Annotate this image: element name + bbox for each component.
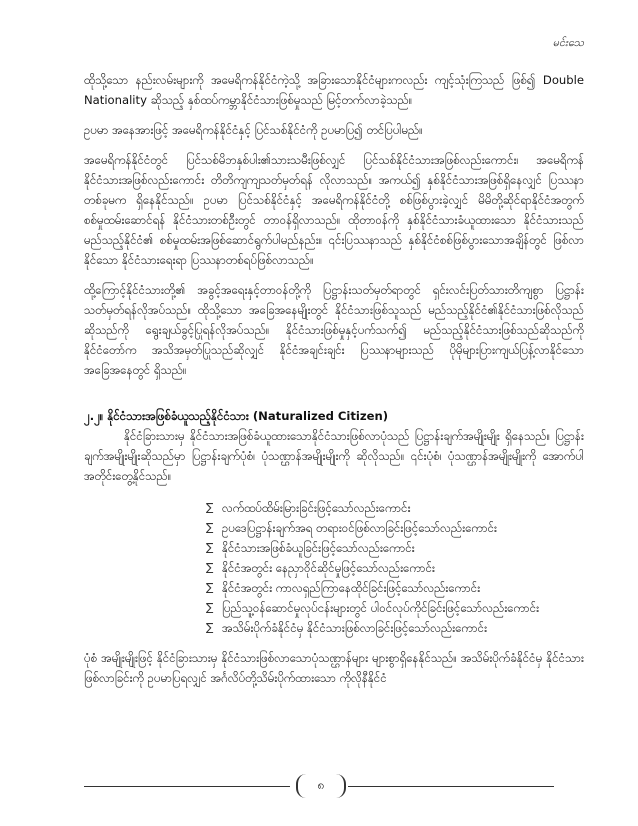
section-title: ၂.၂။ နိုင်ငံသားအဖြစ်ခံယူသည့်နိုင်ငံသား (Naturalized Citizen) <box>84 409 389 423</box>
running-header: မင်းသေ <box>552 36 584 49</box>
list-item-text: နိုင်ငံသားအဖြစ်ခံယူခြင်းဖြင့်သော်လည်းကောင်း <box>222 541 415 555</box>
bullet-list <box>84 498 584 638</box>
list-item-text: ပြည်သူ့ဝန်ဆောင်မှုလုပ်ငန်းများတွင် ပါဝင်လုပ်ကိုင်ခြင်းဖြင့်သော်လည်းကောင်း <box>222 601 540 615</box>
section-naturalized-citizen <box>84 406 584 688</box>
list-item <box>206 518 584 538</box>
list-item-text: အသိမ်းပိုက်ခံနိုင်ငံမှ နိုင်ငံသားဖြစ်လာခြင်းဖြင့်သော်လည်းကောင်း <box>222 621 488 635</box>
list-item <box>206 578 584 598</box>
list-item <box>206 558 584 578</box>
list-item-text: နိုင်ငံအတွင်း နေညှာဝိုင်ဆိုင်မှုဖြင့်သော်လည်းကောင်း <box>222 561 435 575</box>
page-number: ၈ <box>296 774 346 798</box>
bullet-icon: ∑ <box>206 541 214 554</box>
paragraph-3: အမေရိကန်နိုင်ငံတွင် ပြင်သစ်မိဘနှစ်ပါး၏သားသမီးဖြစ်လျှင် ပြင်သစ်နိုင်ငံသားအဖြစ်လည်းကောင်း၊ အမေရိကန်နိုင်ငံသားအဖြစ်လည်းကောင်း တိတိကျကျသတ်မှတ်ရန် လိုလာသည်။ အကယ်၍ နှစ်နိုင်ငံသားအဖြစ်ရှိနေလျှင် ပြဿနာတစ်ခုမက ရှိနေနိုင်သည်။ ဥပမာ ပြင်သစ်နိုင်ငံနှင့် အမေရိကန်နိုင်ငံတို့ စစ်ဖြစ်ပွားခဲ့လျှင် မိမိတို့ဆိုင်ရာနိုင်ငံအတွက် စစ်မှုထမ်းဆောင်ရန် နိုင်ငံသားတစ်ဦးတွင် တာဝန်ရှိလာသည်။ ထိုတာဝန်ကို နှစ်နိုင်ငံသားခံယူထားသော နိုင်ငံသားသည် မည်သည့်နိုင်ငံ၏ စစ်မှုထမ်းအဖြစ်ဆောင်ရွက်ပါမည်နည်း။ ၎င်းပြဿနာသည် နှစ်နိုင်ငံစစ်ဖြစ်ပွားသောအချိန်တွင် ဖြစ်လာနိုင်သော နိုင်ငံသားရေးရာ ပြဿနာတစ်ရပ်ဖြစ်လာသည်။ <box>84 153 584 267</box>
paragraph-1: ထိုသို့သော နည်းလမ်းများကို အမေရိကန်နိုင်ငံကဲ့သို့ အခြားသောနိုင်ငံများကလည်း ကျင့်သုံးကြသည် ဖြစ်၍ Double Nationality ဆိုသည့် နှစ်ထပ်ကမ္ဘာနိုင်ငံသားဖြစ်မှုသည် မြင့်တက်လာခဲ့သည်။ <box>84 73 584 107</box>
bullet-icon: ∑ <box>206 561 214 574</box>
list-item <box>206 598 584 618</box>
bullet-icon: ∑ <box>206 601 214 614</box>
section-intro: နိုင်ငံခြားသားမှ နိုင်ငံသားအဖြစ်ခံယူထားသောနိုင်ငံသားဖြစ်လာပုံသည် ပြဋ္ဌာန်းချက်အမျိုးမျိုး ရှိနေသည်။ ပြဋ္ဌာန်းချက်အမျိုးမျိုးဆိုသည်မှာ ပြဋ္ဌာန်းချက်ပုံစံ၊ ပုံသဏ္ဌာန်အမျိုးမျိုးကို ဆိုလိုသည်။ ၎င်းပုံစံ၊ ပုံသဏ္ဌာန်အမျိုးမျိုးကို အောက်ပါအတိုင်းတွေ့နိုင်သည်။ <box>84 429 584 483</box>
list-item <box>206 618 584 638</box>
list-item <box>206 538 584 558</box>
list-item <box>206 498 584 518</box>
list-item-text: နိုင်ငံအတွင်း ကာလရှည်ကြာနေထိုင်ခြင်းဖြင့်သော်လည်းကောင်း <box>222 581 481 595</box>
footer-rule-left <box>84 786 290 787</box>
list-item-text: ဥပဒေပြဋ္ဌာန်းချက်အရ တရားဝင်ဖြစ်လာခြင်းဖြင့်သော်လည်းကောင်း <box>222 521 497 535</box>
section-closing: ပုံစံ အမျိုးမျိုးဖြင့် နိုင်ငံခြားသားမှ နိုင်ငံသားဖြစ်လာသောပုံသဏ္ဌာန်များ များစွာရှိနေနိုင်သည်။ အသိမ်းပိုက်ခံနိုင်ငံမှ နိုင်ငံသားဖြစ်လာခြင်းကို ဥပမာပြရလျှင် အင်္ဂလိပ်တို့သိမ်းပိုက်ထားသော ကိုလိုနီနိုင်ငံ <box>84 651 584 685</box>
bullet-icon: ∑ <box>206 621 214 634</box>
body-text <box>84 70 584 698</box>
paragraph-2: ဥပမာ အနေအားဖြင့် အမေရိကန်နိုင်ငံနှင့် ပြင်သစ်နိုင်ငံကို ဥပမာပြ၍ တင်ပြပါမည်။ <box>84 123 423 137</box>
bullet-icon: ∑ <box>206 521 214 534</box>
paragraph-4: ထို့ကြောင့်နိုင်ငံသားတို့၏ အခွင့်အရေးနှင့်တာဝန်တို့ကို ပြဋ္ဌာန်းသတ်မှတ်ရာတွင် ရှင်းလင်းပြတ်သားတိကျစွာ ပြဋ္ဌာန်းသတ်မှတ်ရန်လိုအပ်သည်။ ထိုသို့သော အခြေအနေမျိုးတွင် နိုင်ငံသားဖြစ်သူသည် မည်သည့်နိုင်ငံ၏နိုင်ငံသားဖြစ်လိုသည် ဆိုသည်ကို ရွေးချယ်ခွင့်ပြုရန်လိုအပ်သည်။ နိုင်ငံသားဖြစ်မှုနှင့်ပက်သက်၍ မည်သည့်နိုင်ငံသားဖြစ်သည်ဆိုသည်ကို နိုင်ငံတော်က အသိအမှတ်ပြုသည်ဆိုလျှင် နိုင်ငံအချင်းချင်း ပြဿနာများသည် ပိုမိုများပြားကျယ်ပြန့်လာနိုင်သော အခြေအနေတွင် ရှိသည်။ <box>84 283 584 377</box>
bullet-icon: ∑ <box>206 581 214 594</box>
bullet-icon: ∑ <box>206 501 214 514</box>
footer-rule-right <box>348 786 554 787</box>
list-item-text: လက်ထပ်ထိမ်းမြားခြင်းဖြင့်သော်လည်းကောင်း <box>222 501 411 515</box>
